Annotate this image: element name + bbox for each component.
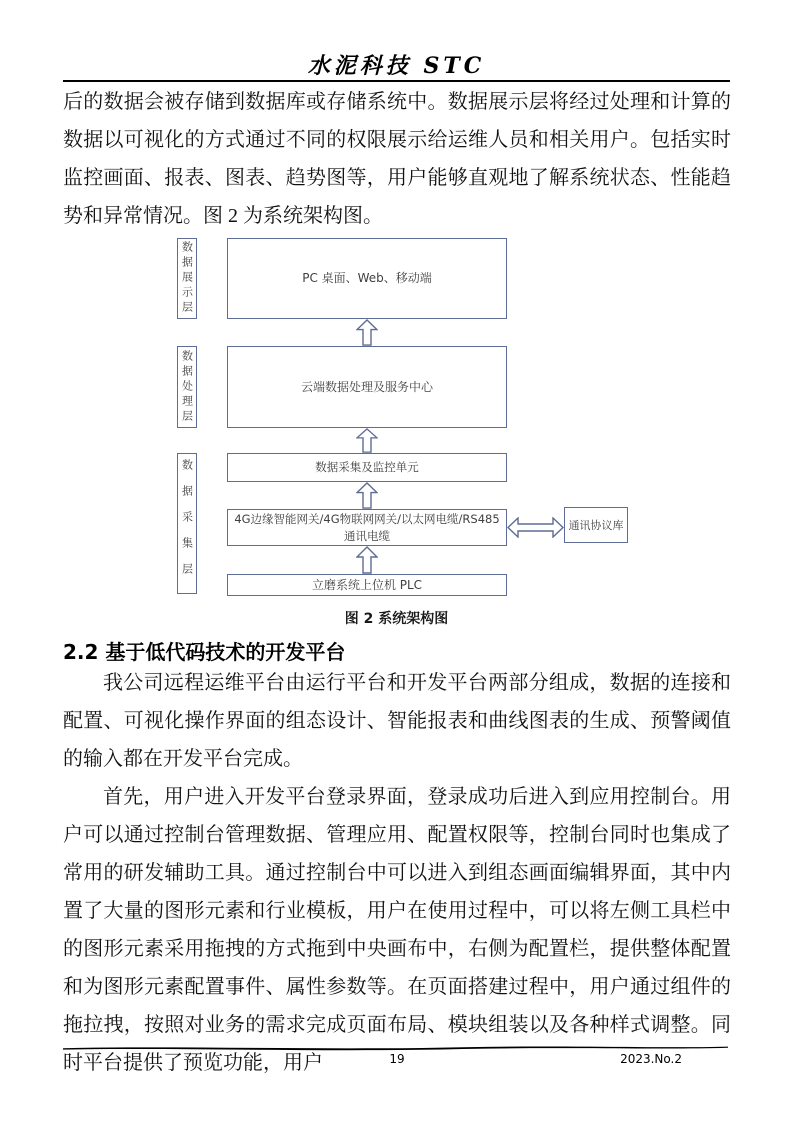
layer-label-data-display: 数据展示层 (180, 241, 194, 316)
issue-number: 2023.No.2 (620, 1052, 682, 1066)
box-pc-web-mobile: PC 桌面、Web、移动端 (227, 238, 507, 319)
layer-box-data-processing (177, 346, 197, 428)
double-arrow-icon (507, 517, 564, 538)
box-gateway: 4G边缘智能网关/4G物联网网关/以太网电缆/RS485通讯电缆 (227, 509, 507, 546)
up-arrow-icon (356, 428, 378, 453)
layer-box-data-acquisition (177, 453, 197, 594)
body-text-lower (63, 664, 731, 1082)
up-arrow-icon (356, 482, 378, 509)
paragraph-1: 后的数据会被存储到数据库或存储系统中。数据展示层将经过处理和计算的数据以可视化的方式通过不同的权限展示给运维人员和相关用户。包括实时监控画面、报表、图表、趋势图等，用户能够直观地了解系统状态、性能趋势和异常情况。图 2 为系统架构图。 (63, 91, 731, 227)
box-cloud-data-center: 云端数据处理及服务中心 (227, 346, 507, 428)
paragraph-2: 我公司远程运维平台由运行平台和开发平台两部分组成，数据的连接和配置、可视化操作界面的组态设计、智能报表和曲线图表的生成、预警阈值的输入都在开发平台完成。 (63, 672, 731, 770)
layer-label-data-processing: 数据处理层 (180, 349, 194, 425)
up-arrow-icon (356, 546, 378, 574)
figure-caption: 图 2 系统架构图 (344, 611, 449, 627)
layer-box-data-display (177, 238, 197, 319)
page-number: 19 (389, 1052, 405, 1066)
figure-system-architecture (177, 238, 629, 596)
up-arrow-icon (356, 319, 378, 346)
box-plc: 立磨系统上位机 PLC (227, 574, 507, 596)
paragraph-3: 首先，用户进入开发平台登录界面，登录成功后进入到应用控制台。用户可以通过控制台管理数据、管理应用、配置权限等，控制台同时也集成了常用的研发辅助工具。通过控制台中可以进入到组态画面编辑界面，其中内置了大量的图形元素和行业模板，用户在使用过程中，可以将左侧工具栏中的图形元素采用拖拽的方式拖到中央画布中，右侧为配置栏，提供整体配置和为图形元素配置事件、属性参数等。在页面搭建过程中，用户通过组件的拖拉拽，按照对业务的需求完成页面布局、模块组装以及各种样式调整。同时平台提供了预览功能，用户 (63, 786, 731, 1074)
footer-rule (63, 1044, 728, 1052)
journal-title: 水泥科技 STC (307, 53, 486, 79)
header-rule (63, 80, 730, 82)
body-text-upper (63, 83, 731, 235)
section-heading: 2.2 基于低代码技术的开发平台 (63, 640, 346, 664)
box-scada-unit: 数据采集及监控单元 (227, 453, 507, 482)
layer-label-data-acquisition: 数据采集层 (180, 458, 194, 589)
box-protocol-library: 通讯协议库 (564, 507, 628, 543)
